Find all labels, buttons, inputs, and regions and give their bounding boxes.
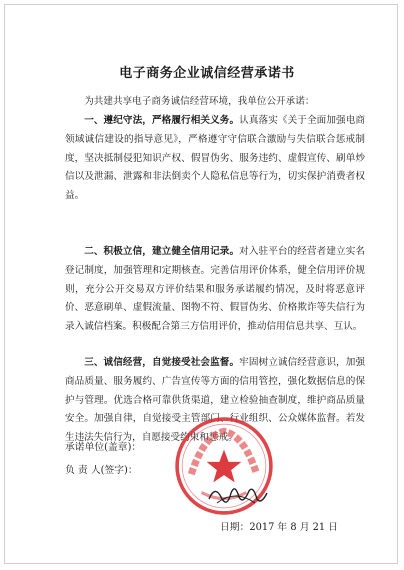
section-1-body: 认真落实《关于全面加强电商领域诚信建设的指导意见》，严格遵守守信联合激励与失信联合惩戒制度，坚决抵制侵犯知识产权、假冒伪劣、服务违约、虚假宣传、刷单炒信以及泄漏、泄露和非法倒卖个人隐私信息等行为，切实保护消费者权益。 [65, 115, 366, 202]
date-value: 2017 年 8 月 21 日 [249, 522, 338, 533]
section-1-heading: 一、遵纪守法，严格履行相关义务。 [84, 115, 240, 126]
star-icon [207, 450, 242, 483]
section-2-heading: 二、积极立信，建立健全信用记录。 [84, 246, 240, 257]
handwritten-signature [205, 479, 269, 509]
document-title: 电子商务企业诚信经营承诺书 [119, 66, 295, 81]
date-label: 日期： [220, 522, 250, 533]
section-1-paragraph [65, 112, 365, 206]
section-3-body: 牢固树立诚信经营意识，加强商品质量、服务履约、广告宣传等方面的信用管控，强化数据信息的保护与管理。优选合格可靠供货渠道，建立检验抽查制度，维护商品质量安全。加强自律，自觉接受主管部门、行业组织、公众媒体监督。若发生违法失信行为，自愿接受约束和惩戒。 [65, 357, 366, 444]
document-page [4, 4, 398, 564]
sign-person-label: 负 责 人(签字)： [65, 465, 138, 476]
section-2-body: 对入驻平台的经营者建立实名登记制度，加强管理和定期核查。完善信用评价体系，健全信用评价规则，充分公开交易双方评价结果和服务承诺履约情况，及时将恶意评价、恶意刷单、虚假流量、图物不符、假冒伪劣、价格欺诈等失信行为录入诚信档案。积极配合第三方信用评价，推动信用信息共享、互认。 [65, 246, 366, 333]
intro-paragraph: 为共建共享电子商务诚信经营环境，我单位公开承诺： [84, 96, 315, 107]
section-3-heading: 三、诚信经营，自觉接受社会监督。 [84, 357, 240, 368]
date-line [220, 519, 338, 533]
sign-unit-label: 承诺单位(盖章)： [65, 442, 142, 453]
section-2-paragraph [65, 243, 365, 337]
